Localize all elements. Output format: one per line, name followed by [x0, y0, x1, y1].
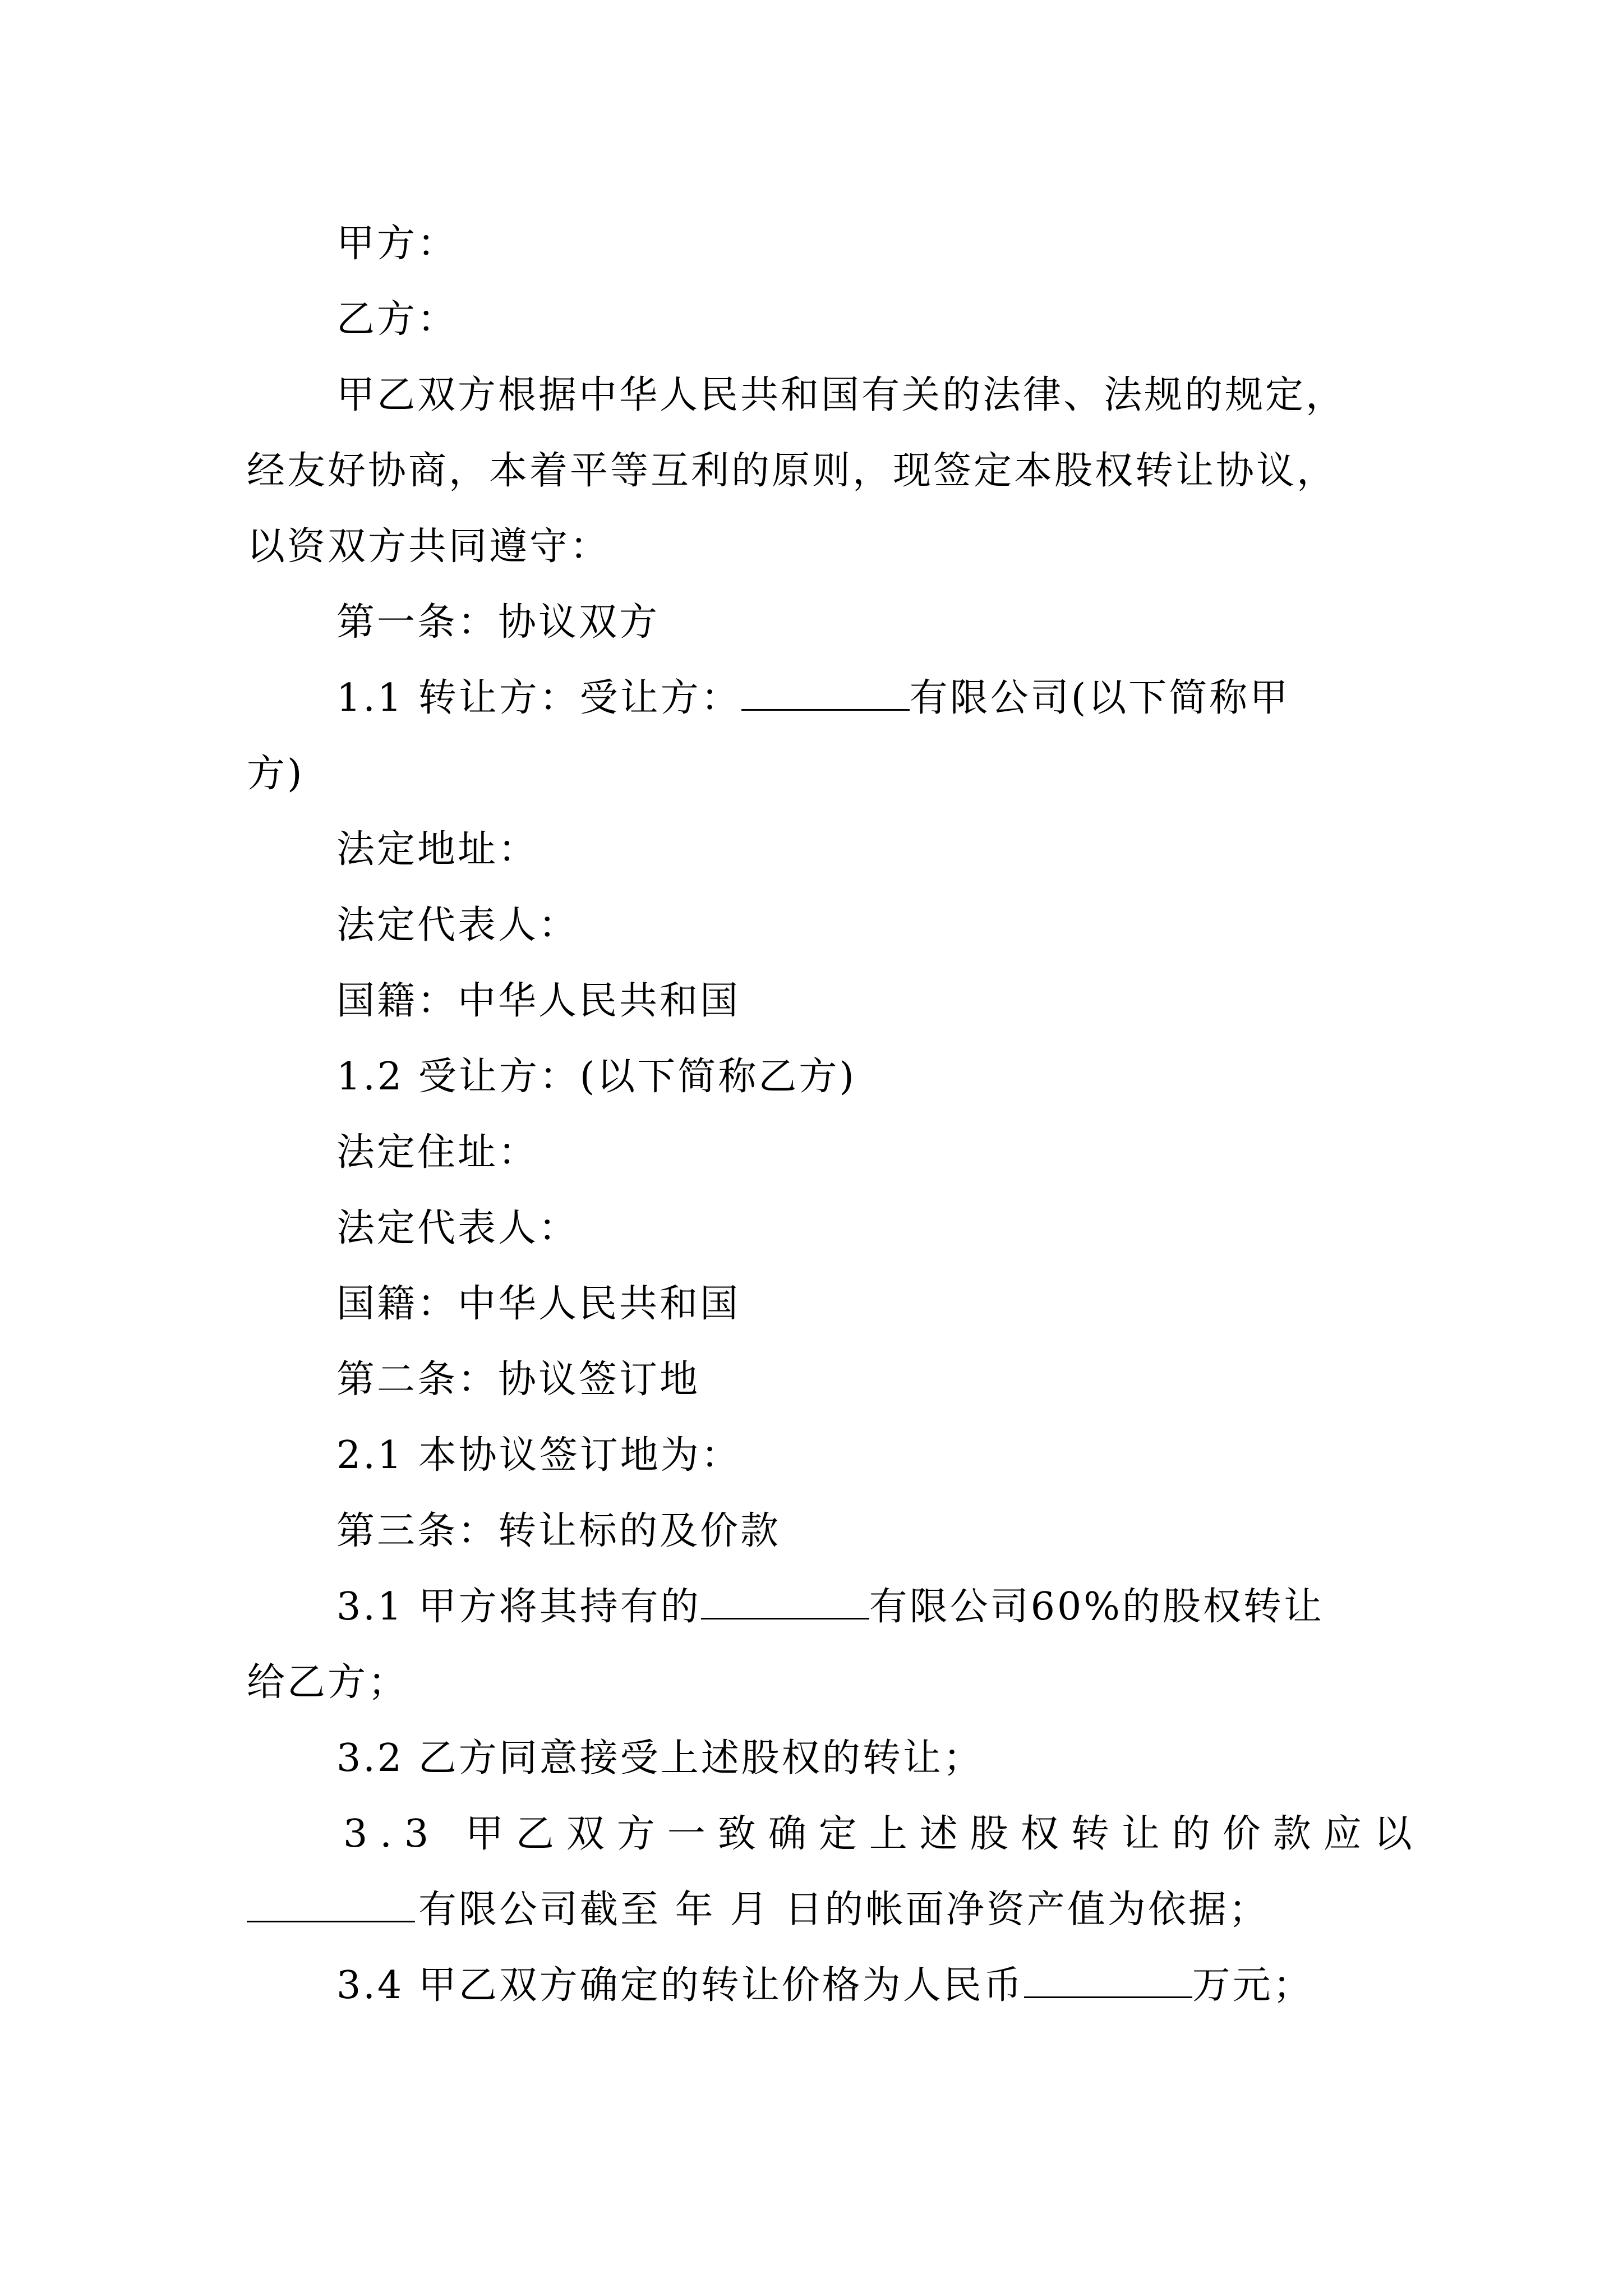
party-b-label: 乙方： — [336, 297, 458, 342]
preamble-text-1: 甲乙双方根据中华人民共和国有关的法律、法规的规定， — [336, 373, 1347, 417]
clause-3-1-tail: 给乙方； — [247, 1660, 409, 1705]
party-b-nationality-label: 国籍：中华人民共和国 — [336, 1282, 741, 1326]
party-b-representative-label: 法定代表人： — [336, 1206, 579, 1250]
clause-1-1-line-2 — [247, 746, 305, 802]
company-name-blank — [741, 674, 910, 711]
party-b-nationality-line — [336, 1276, 740, 1332]
clause-2-1-text: 2.1 本协议签订地为： — [336, 1433, 741, 1478]
clause-1-1-text: 1.1 转让方：受让方： — [336, 676, 741, 720]
party-a-nationality-line — [336, 973, 740, 1029]
clause-1-1-tail: 方) — [247, 752, 305, 796]
preamble-line-1 — [336, 367, 1346, 424]
article-3-heading — [336, 1503, 781, 1559]
clause-1-1-text-cont: 有限公司(以下简称甲 — [909, 676, 1290, 720]
clause-3-4-line — [336, 1958, 1313, 2014]
party-a-representative-label: 法定代表人： — [336, 903, 579, 947]
article-1-heading — [336, 595, 660, 651]
party-b-address-line — [336, 1125, 538, 1181]
preamble-line-3 — [247, 519, 610, 575]
preamble-line-2 — [247, 443, 1337, 499]
party-a-address-label: 法定地址： — [336, 827, 539, 872]
clause-3-3-line-2 — [247, 1882, 1269, 1938]
clause-2-1-line — [336, 1428, 741, 1484]
clause-3-3-text-cont: 有限公司截至 年 月 日的帐面净资产值为依据； — [418, 1888, 1269, 1932]
clause-3-3-line-1 — [343, 1806, 1424, 1862]
clause-1-2-text: 1.2 受让方：(以下简称乙方) — [336, 1055, 856, 1099]
article-1-title: 第一条：协议双方 — [336, 600, 660, 645]
clause-3-2-line — [336, 1731, 984, 1787]
company-name-blank — [247, 1886, 415, 1922]
clause-3-4-unit: 万元； — [1192, 1963, 1313, 2008]
article-2-title: 第二条：协议签订地 — [336, 1358, 700, 1402]
party-a-line — [336, 216, 458, 272]
clause-3-1-text-cont: 有限公司60%的股权转让 — [869, 1585, 1324, 1629]
clause-1-1-line-1 — [336, 670, 1290, 726]
party-a-representative-line — [336, 898, 579, 954]
clause-3-1-line-1 — [336, 1579, 1324, 1635]
price-amount-blank — [1024, 1962, 1192, 1998]
preamble-text-3: 以资双方共同遵守： — [247, 524, 611, 569]
party-b-line — [336, 292, 458, 348]
party-b-address-label: 法定住址： — [336, 1130, 539, 1175]
party-a-label: 甲方： — [336, 222, 458, 266]
party-a-nationality-label: 国籍：中华人民共和国 — [336, 979, 741, 1023]
party-a-address-line — [336, 822, 538, 878]
company-name-blank — [701, 1583, 869, 1619]
party-b-representative-line — [336, 1200, 579, 1257]
clause-3-1-text: 3.1 甲方将其持有的 — [336, 1585, 701, 1629]
clause-3-1-line-2 — [247, 1655, 408, 1711]
article-3-title: 第三条：转让标的及价款 — [336, 1509, 781, 1553]
clause-3-4-text: 3.4 甲乙双方确定的转让价格为人民币 — [336, 1963, 1024, 2008]
clause-1-2-line — [336, 1049, 856, 1105]
clause-3-3-text: 3.3 甲乙双方一致确定上述股权转让的价款应以 — [343, 1812, 1424, 1856]
preamble-text-2: 经友好协商，本着平等互利的原则，现签定本股权转让协议， — [247, 449, 1338, 493]
article-2-heading — [336, 1352, 700, 1408]
clause-3-2-text: 3.2 乙方同意接受上述股权的转让； — [336, 1736, 984, 1780]
